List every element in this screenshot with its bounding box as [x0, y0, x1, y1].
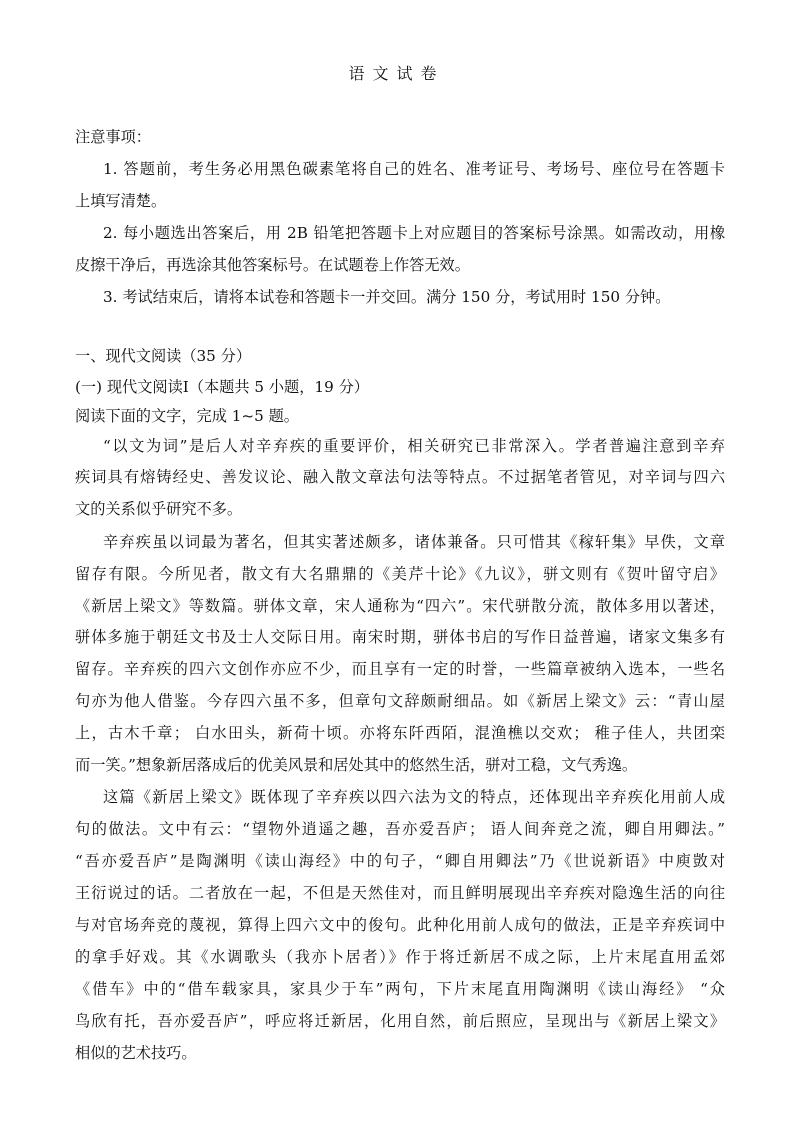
section-subheading: (一) 现代文阅读Ⅰ（本题共 5 小题，19 分） [75, 378, 369, 396]
page-title: 语文试卷 [348, 64, 445, 83]
passage-line: 王衍说过的话。二者放在一起，不但是天然佳对，而且鲜明展现出辛弃疾对隐逸生活的向往 [75, 884, 725, 902]
passage-line: 这篇《新居上梁文》既体现了辛弃疾以四六法为文的特点，还体现出辛弃疾化用前人成 [103, 788, 725, 806]
passage-line: 鸟欣有托，吾亦爱吾庐”，呼应将迁新居，化用自然，前后照应，呈现出与《新居上梁文》 [75, 1012, 725, 1030]
passage-line: 留存有限。今所见者，散文有大名鼎鼎的《美芹十论》《九议》，骈文则有《贺叶留守启》 [75, 565, 725, 583]
passage-line: 留存。辛弃疾的四六文创作亦应不少，而且享有一定的时誉，一些篇章被纳入选本，一些名 [75, 660, 725, 678]
notice-item-2-line-1: 2. 每小题选出答案后，用 2B 铅笔把答题卡上对应题目的答案标号涂黑。如需改动，用橡 [103, 224, 726, 242]
passage-line: “吾亦爱吾庐”是陶渊明《读山海经》中的句子，“卿自用卿法”乃《世说新语》中庾敳对 [75, 852, 725, 870]
notice-item-2-line-2: 皮擦干净后，再选涂其他答案标号。在试题卷上作答无效。 [75, 256, 470, 274]
passage-line: 骈体多施于朝廷文书及士人交际日用。南宋时期，骈体书启的写作日益普遍，诸家文集多有 [75, 628, 725, 646]
notice-item-3-line-1: 3. 考试结束后，请将本试卷和答题卡一并交回。满分 150 分，考试用时 150 分钟。 [103, 288, 671, 306]
passage-line: 而一笑。”想象新居落成后的优美风景和居处其中的悠然生活，骈对工稳，文气秀逸。 [75, 756, 638, 774]
passage-line: 文的关系似乎研究不多。 [75, 500, 243, 518]
passage-line: 的拿手好戏。其《水调歌头（我亦卜居者）》作于将迁新居不成之际，上片末尾直用孟郊 [75, 948, 725, 966]
notice-item-1-line-2: 上填写清楚。 [75, 192, 167, 210]
section-heading: 一、现代文阅读（35 分） [75, 347, 252, 365]
passage-line: 《借车》中的“借车载家具，家具少于车”两句，下片末尾直用陶渊明《读山海经》 “众 [75, 980, 725, 998]
passage-line: “以文为词”是后人对辛弃疾的重要评价，相关研究已非常深入。学者普遍注意到辛弃 [103, 437, 725, 455]
passage-line: 句的做法。文中有云：“望物外逍遥之趣，吾亦爱吾庐； 语人间奔竞之流，卿自用卿法。” [75, 820, 725, 838]
notice-item-1-line-1: 1. 答题前，考生务必用黑色碳素笔将自己的姓名、准考证号、考场号、座位号在答题卡 [103, 160, 725, 178]
notice-heading: 注意事项： [75, 128, 151, 146]
passage-line: 与对官场奔竞的蔑视，算得上四六文中的俊句。此种化用前人成句的做法，正是辛弃疾词中 [75, 916, 725, 934]
passage-line: 相似的艺术技巧。 [75, 1044, 197, 1062]
passage-line: 《新居上梁文》等数篇。骈体文章，宋人通称为“四六”。宋代骈散分流，散体多用以著述， [75, 597, 725, 615]
section-instruction: 阅读下面的文字，完成 1~5 题。 [75, 407, 299, 425]
passage-line: 疾词具有熔铸经史、善发议论、融入散文章法句法等特点。不过据笔者管见，对辛词与四六 [75, 468, 725, 486]
passage-line: 上，古木千章； 白水田头，新荷十顷。亦将东阡西陌，混渔樵以交欢； 稚子佳人，共团栾 [75, 724, 725, 742]
passage-line: 句亦为他人借鉴。今存四六虽不多，但章句文辞颇耐细品。如《新居上梁文》云：“青山屋 [75, 692, 725, 710]
passage-line: 辛弃疾虽以词最为著名，但其实著述颇多，诸体兼备。只可惜其《稼轩集》早佚，文章 [103, 533, 725, 551]
